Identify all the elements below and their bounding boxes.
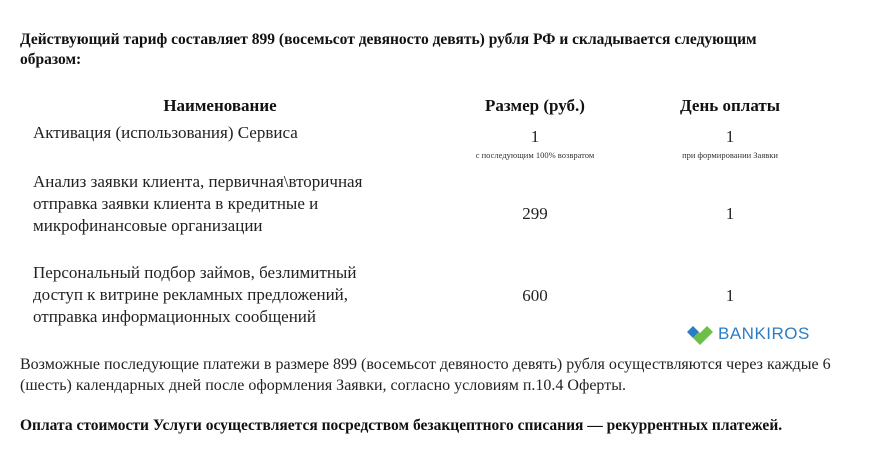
row-1-name: Активация (использования) Сервиса [33,123,298,142]
row-1-day: 1 [725,127,735,146]
row-3-name: Персональный подбор займов, безлимитный доступ к витрине рекламных предложений, отправка информационных сообщений [33,263,357,326]
row-1-day-note: при формировании Заявки [682,150,778,160]
header-size: Размер (руб.) [485,96,585,115]
tariff-intro: Действующий тариф составляет 899 (восемьсот девяносто девять) рубля РФ и складывается следующим образом: [20,31,757,68]
recurring-payments-paragraph: Возможные последующие платежи в размере 899 (восемьсот девяносто девять) рубля осуществляются через каждые 6 (шесть) календарных дней после оформления Заявки, согласно условиям п.10.4 Оферты. [20,356,831,394]
row-1-size: 1 [530,127,540,146]
bankiros-logo [686,323,810,345]
row-2-name: Анализ заявки клиента, первичная\вторичная отправка заявки клиента в кредитные и микрофинансовые организации [33,172,363,235]
row-1-size-note: с последующим 100% возвратом [475,150,595,160]
row-2-day: 1 [725,204,735,223]
row-3-day: 1 [725,286,735,305]
logo-text: BANKIROS [718,324,810,343]
row-2-size: 299 [522,204,548,223]
checkmark-logo-icon [686,323,714,345]
row-3-size: 600 [522,286,548,305]
header-day: День оплаты [680,96,780,115]
payment-method-note: Оплата стоимости Услуги осуществляется посредством безакцептного списания — рекуррентных платежей. [20,417,783,434]
header-name: Наименование [163,96,277,115]
